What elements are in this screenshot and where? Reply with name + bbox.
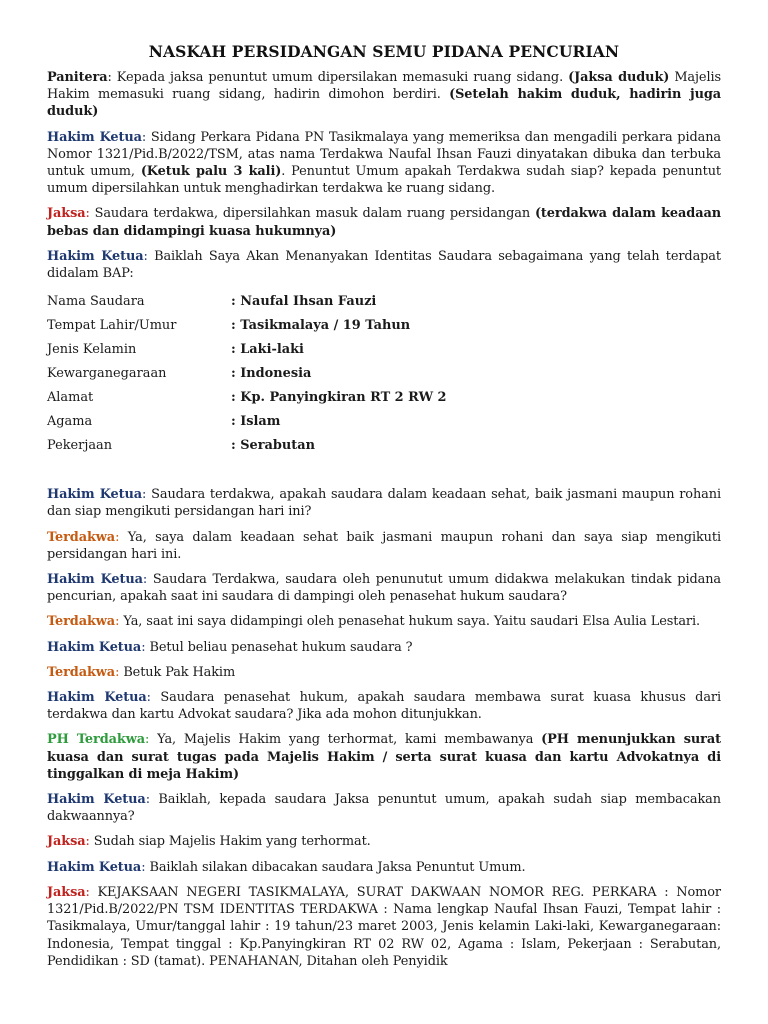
stage-direction: (Ketuk palu 3 kali) xyxy=(140,164,282,180)
dialogue-paragraph: Jaksa: KEJAKSAAN NEGERI TASIKMALAYA, SURAT DAKWAAN NOMOR REG. PERKARA : Nomor 1321/Pid.B/2022/PN TSM IDENTITAS TERDAKWA : Nama lengkap Naufal Ihsan Fauzi, Tempat lahir : Tasikmalaya, Umur/tanggal lahir : 19 tahun/23 maret 2003, Jenis kelamin Laki-laki, Kewarganegaraan: Indonesia, Tempat tinggal : Kp.Panyingkiran RT 02 RW 02, Agama : Islam, Pekerjaan : Serabutan, Pendidikan : SD (tamat). PENAHANAN, Ditahan oleh Penyidik xyxy=(47,884,721,969)
dialogue-text: Baiklah Saya Akan Menanyakan Identitas Saudara sebagaimana yang telah terdapat didalam BAP: xyxy=(47,248,721,282)
identity-value: : Islam xyxy=(231,414,281,430)
dialogue-text: Saudara penasehat hukum, apakah saudara membawa surat kuasa khusus dari terdakwa dan kartu Advokat saudara? Jika ada mohon ditunjukkan. xyxy=(47,690,721,723)
dialogue-paragraph: Hakim Ketua: Saudara penasehat hukum, apakah saudara membawa surat kuasa khusus dari terdakwa dan kartu Advokat saudara? Jika ada mohon ditunjukkan. xyxy=(47,690,721,723)
speaker-label: Hakim Ketua xyxy=(47,792,146,808)
intro-dialogue xyxy=(47,69,721,282)
dialogue-paragraph: Hakim Ketua: Baiklah Saya Akan Menanyakan Identitas Saudara sebagaimana yang telah terdapat didalam BAP: xyxy=(47,248,721,282)
dialogue-text: Saudara terdakwa, apakah saudara dalam keadaan sehat, baik jasmani maupun rohani dan siap mengikuti persidangan hari ini? xyxy=(47,487,721,520)
speaker-label: PH Terdakwa xyxy=(47,732,145,748)
dialogue-text: Kepada jaksa penuntut umum dipersilakan memasuki ruang sidang. xyxy=(116,70,569,85)
dialogue-text: . Penuntut Umum apakah Terdakwa sudah siap? kepada penuntut umum dipersilahkan untuk menghadirkan terdakwa ke ruang sidang. xyxy=(47,164,721,197)
identity-row xyxy=(47,362,721,386)
identity-label: Pekerjaan xyxy=(47,438,112,454)
speaker-label: Panitera xyxy=(47,70,108,85)
dialogue-paragraph: Hakim Ketua: Baiklah, kepada saudara Jaksa penuntut umum, apakah sudah siap membacakan dakwaannya? xyxy=(47,792,721,825)
speaker-label: Jaksa xyxy=(47,884,86,900)
identity-row xyxy=(47,314,721,338)
stage-direction: (Jaksa duduk) xyxy=(568,70,670,85)
speaker-label: Hakim Ketua xyxy=(47,639,142,655)
dialogue-text: Ya, saat ini saya didampingi oleh penasehat hukum saya. Yaitu saudari Elsa Aulia Lestari. xyxy=(123,614,700,630)
identity-row xyxy=(47,434,721,458)
identity-row xyxy=(47,338,721,362)
dialogue-text: Betuk Pak Hakim xyxy=(123,664,236,680)
dialogue-paragraph: PH Terdakwa: Ya, Majelis Hakim yang terhormat, kami membawanya (PH menunjukkan surat kuasa dan surat tugas pada Majelis Hakim / serta surat kuasa dan kartu Advokatnya di tinggalkan di meja Hakim) xyxy=(47,732,721,782)
identity-value: : Laki-laki xyxy=(231,342,304,358)
dialogue-text: Baiklah, kepada saudara Jaksa penuntut umum, apakah sudah siap membacakan dakwaannya? xyxy=(47,792,721,825)
identity-label: Kewarganegaraan xyxy=(47,366,167,382)
identity-row xyxy=(47,386,721,410)
dialogue-paragraph: Terdakwa: Ya, saat ini saya didampingi oleh penasehat hukum saya. Yaitu saudari Elsa Aulia Lestari. xyxy=(47,614,700,630)
dialogue-paragraph: Hakim Ketua: Betul beliau penasehat hukum saudara ? xyxy=(47,639,413,655)
dialogue-text: Ya, Majelis Hakim yang terhormat, kami membawanya xyxy=(157,732,542,748)
identity-label: Tempat Lahir/Umur xyxy=(47,318,177,334)
speaker-label: Terdakwa xyxy=(47,664,116,680)
identity-label: Alamat xyxy=(47,390,94,406)
dialogue-text: KEJAKSAAN NEGERI TASIKMALAYA, SURAT DAKWAAN NOMOR REG. PERKARA : Nomor 1321/Pid.B/2022/PN TSM IDENTITAS TERDAKWA : Nama lengkap Naufal Ihsan Fauzi, Tempat lahir : Tasikmalaya, Umur/tanggal lahir : 19 tahun/23 maret 2003, Jenis kelamin Laki-laki, Kewarganegaraan: Indonesia, Tempat tinggal : Kp.Panyingkiran RT 02 RW 02, Agama : Islam, Pekerjaan : Serabutan, Pendidikan : SD (tamat). PENAHANAN, Ditahan oleh Penyidik xyxy=(47,884,721,969)
dialogue-text: Ya, saya dalam keadaan sehat baik jasmani maupun rohani dan saya siap mengikuti persidangan hari ini. xyxy=(47,529,721,562)
dialogue-paragraph: Hakim Ketua: Baiklah silakan dibacakan saudara Jaksa Penuntut Umum. xyxy=(47,859,526,875)
stage-direction: (PH menunjukkan surat kuasa dan surat tugas pada Majelis Hakim / serta surat kuasa dan kartu Advokatnya di tinggalkan di meja Hakim) xyxy=(47,732,721,782)
speaker-label: Jaksa xyxy=(47,834,86,850)
dialogue-paragraph: Hakim Ketua: Saudara terdakwa, apakah saudara dalam keadaan sehat, baik jasmani maupun rohani dan siap mengikuti persidangan hari ini? xyxy=(47,487,721,520)
dialogue-text: Saudara terdakwa, dipersilahkan masuk dalam ruang persidangan xyxy=(94,206,535,222)
identity-value: : Tasikmalaya / 19 Tahun xyxy=(231,318,411,334)
trial-dialogue xyxy=(47,486,721,970)
dialogue-paragraph: Panitera: Kepada jaksa penuntut umum dipersilakan memasuki ruang sidang. (Jaksa duduk) Majelis Hakim memasuki ruang sidang, hadirin dimohon berdiri. (Setelah hakim duduk, hadirin juga duduk) xyxy=(47,70,722,120)
dialogue-text: Baiklah silakan dibacakan saudara Jaksa Penuntut Umum. xyxy=(149,859,526,875)
speaker-label: Hakim Ketua xyxy=(47,572,143,588)
identity-value: : Serabutan xyxy=(231,438,315,454)
stage-direction: (terdakwa dalam keadaan bebas dan didampingi kuasa hukumnya) xyxy=(47,206,721,239)
speaker-label: Hakim Ketua xyxy=(47,248,144,264)
speaker-label: Hakim Ketua xyxy=(47,859,142,875)
dialogue-paragraph: Jaksa: Saudara terdakwa, dipersilahkan masuk dalam ruang persidangan (terdakwa dalam keadaan bebas dan didampingi kuasa hukumnya) xyxy=(47,206,721,239)
speaker-label: Hakim Ketua xyxy=(47,129,142,145)
section-gap xyxy=(47,466,721,486)
identity-value: : Naufal Ihsan Fauzi xyxy=(231,294,377,310)
dialogue-text: Majelis Hakim memasuki ruang sidang, hadirin dimohon berdiri. xyxy=(47,70,721,103)
stage-direction: (Setelah hakim duduk, hadirin juga duduk) xyxy=(47,87,722,120)
dialogue-paragraph: Hakim Ketua: Sidang Perkara Pidana PN Tasikmalaya yang memeriksa dan mengadili perkara pidana Nomor 1321/Pid.B/2022/TSM, atas nama Terdakwa Naufal Ihsan Fauzi dinyatakan dibuka dan terbuka untuk umum, (Ketuk palu 3 kali). Penuntut Umum apakah Terdakwa sudah siap? kepada penuntut umum dipersilahkan untuk menghadirkan terdakwa ke ruang sidang. xyxy=(47,129,721,197)
identity-label: Nama Saudara xyxy=(47,294,145,310)
identity-row xyxy=(47,290,721,314)
identity-label: Jenis Kelamin xyxy=(47,342,137,358)
dialogue-paragraph: Jaksa: Sudah siap Majelis Hakim yang terhormat. xyxy=(47,834,371,850)
speaker-label: Jaksa xyxy=(47,206,86,222)
dialogue-text: Betul beliau penasehat hukum saudara ? xyxy=(149,639,413,655)
identity-label: Agama xyxy=(47,414,93,430)
speaker-label: Terdakwa xyxy=(47,529,116,545)
dialogue-text: Sudah siap Majelis Hakim yang terhormat. xyxy=(93,834,371,850)
dialogue-text: Saudara Terdakwa, saudara oleh penunutut umum didakwa melakukan tindak pidana pencurian, apakah saat ini saudara di dampingi oleh penasehat hukum saudara? xyxy=(47,572,721,605)
identity-value: : Kp. Panyingkiran RT 2 RW 2 xyxy=(231,390,447,406)
dialogue-text: Sidang Perkara Pidana PN Tasikmalaya yang memeriksa dan mengadili perkara pidana Nomor 1321/Pid.B/2022/TSM, atas nama Terdakwa Naufal Ihsan Fauzi dinyatakan dibuka dan terbuka untuk umum, xyxy=(47,129,721,180)
speaker-label: Hakim Ketua xyxy=(47,487,143,503)
dialogue-paragraph: Terdakwa: Betuk Pak Hakim xyxy=(47,664,236,680)
identity-table xyxy=(47,290,721,458)
document-title: NASKAH PERSIDANGAN SEMU PIDANA PENCURIAN xyxy=(148,42,620,61)
dialogue-paragraph: Terdakwa: Ya, saya dalam keadaan sehat baik jasmani maupun rohani dan saya siap mengikuti persidangan hari ini. xyxy=(47,529,721,562)
speaker-label: Terdakwa xyxy=(47,614,116,630)
identity-row xyxy=(47,410,721,434)
dialogue-paragraph: Hakim Ketua: Saudara Terdakwa, saudara oleh penunutut umum didakwa melakukan tindak pidana pencurian, apakah saat ini saudara di dampingi oleh penasehat hukum saudara? xyxy=(47,572,721,605)
speaker-label: Hakim Ketua xyxy=(47,690,147,706)
identity-value: : Indonesia xyxy=(231,366,312,382)
